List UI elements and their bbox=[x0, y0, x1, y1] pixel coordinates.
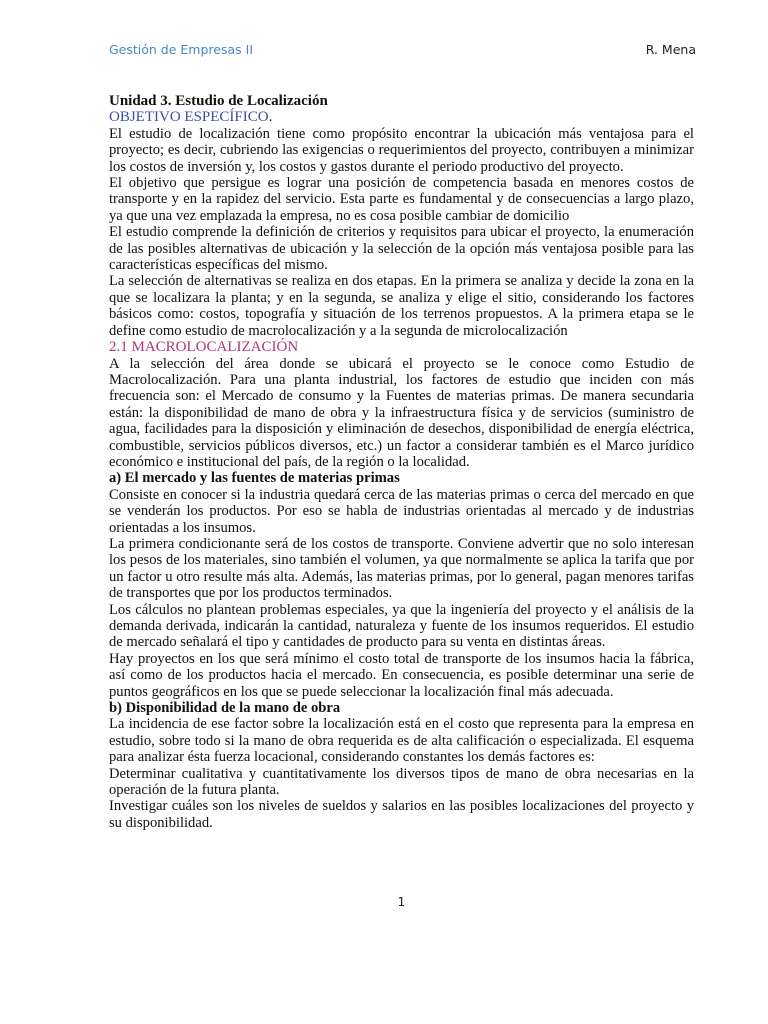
objective-heading-period: . bbox=[268, 109, 273, 126]
objective-paragraph: El estudio de localización tiene como propósito encontrar la ubicación más ventajosa para el proyecto; es decir, cubriendo las exigencias o requerimientos del proyecto, contribuyen a minimizar los costos de inversión y, los costos y gastos durante el periodo productivo del proyecto. bbox=[109, 125, 694, 175]
section-a-heading: a) El mercado y las fuentes de materias primas bbox=[109, 470, 400, 487]
objective-paragraph: El objetivo que persigue es lograr una posición de competencia basada en menores costos de transporte y en la rapidez del servicio. Esta parte es fundamental y de consecuencias a largo plazo, ya que una vez emplazada la empresa, no es cosa posible cambiar de domicilio bbox=[109, 175, 694, 224]
header-course-title: Gestión de Empresas II bbox=[109, 42, 254, 57]
section-b-paragraph: Determinar cualitativa y cuantitativamente los diversos tipos de mano de obra necesarias en la operación de la futura planta. bbox=[109, 765, 694, 799]
section-b-paragraph: Investigar cuáles son los niveles de sueldos y salarios en las posibles localizaciones del proyecto y su disponibilidad. bbox=[109, 798, 694, 831]
section-a-paragraph: Consiste en conocer si la industria quedará cerca de las materias primas o cerca del mercado en que se venderán los productos. Por eso se habla de industrias orientadas al mercado y de industrias orientadas a los insumos. bbox=[109, 486, 694, 536]
objective-heading bbox=[109, 109, 694, 125]
macrolocalization-heading: 2.1 MACROLOCALIZACIÓN bbox=[109, 339, 299, 356]
page-header bbox=[109, 42, 696, 62]
section-a-paragraph: Los cálculos no plantean problemas especiales, ya que la ingeniería del proyecto y el análisis de la demanda derivada, indicarán la cantidad, naturaleza y fuente de los insumos requeridos. El estudio de mercado señalará el tipo y cantidades de producto para su venta en distintas áreas. bbox=[109, 601, 694, 651]
objective-paragraph: El estudio comprende la definición de criterios y requisitos para ubicar el proyecto, la enumeración de las posibles alternativas de ubicación y la selección de la opción más ventajosa posible para las características específicas del mismo. bbox=[109, 224, 694, 274]
unit-title: Unidad 3. Estudio de Localización bbox=[109, 93, 328, 109]
section-a-paragraph: La primera condicionante será de los costos de transporte. Conviene advertir que no solo interesan los pesos de los materiales, sino también el volumen, ya que normalmente se aplica la tarifa que por un factor u otro resulte más alta. Además, las materias primas, por lo general, pagan menores tarifas de transportes que por los productos terminados. bbox=[109, 535, 694, 602]
section-a-paragraph: Hay proyectos en los que será mínimo el costo total de transporte de los insumos hacia la fábrica, así como de los productos hacia el mercado. En consecuencia, es posible determinar una serie de puntos geográficos en los que se puede seleccionar la localización final más adecuada. bbox=[109, 650, 694, 700]
page-number: 1 bbox=[397, 895, 406, 909]
objective-heading-text: OBJETIVO ESPECÍFICO bbox=[109, 109, 269, 126]
section-b-heading: b) Disponibilidad de la mano de obra bbox=[109, 700, 341, 717]
section-b-paragraph: La incidencia de ese factor sobre la localización está en el costo que representa para la empresa en estudio, sobre todo si la mano de obra requerida es de alta calificación o especializada. El esquema para analizar ésta fuerza locacional, considerando constantes los demás factores es: bbox=[109, 716, 694, 766]
header-author: R. Mena bbox=[645, 42, 696, 57]
document-body bbox=[109, 93, 694, 831]
macrolocalization-paragraph: A la selección del área donde se ubicará el proyecto se le conoce como Estudio de Macrolocalización. Para una planta industrial, los factores de estudio que inciden con más frecuencia son: el Mercado de consumo y la Fuentes de materias primas. De manera secundaria están: la disponibilidad de mano de obra y la infraestructura física y de servicios (suministro de agua, facilidades para la disposición y eliminación de desechos, disponibilidad de energía eléctrica, combustible, servicios públicos diversos, etc.) un factor a considerar también es el Marco jurídico económico e institucional del país, de la región o la localidad. bbox=[109, 355, 694, 470]
objective-paragraph: La selección de alternativas se realiza en dos etapas. En la primera se analiza y decide la zona en la que se localizara la planta; y en la segunda, se analiza y elige el sitio, considerando los factores básicos como: costos, topografía y situación de los terrenos propuestos. A la primera etapa se le define como estudio de macrolocalización y a la segunda de microlocalización bbox=[109, 273, 694, 339]
